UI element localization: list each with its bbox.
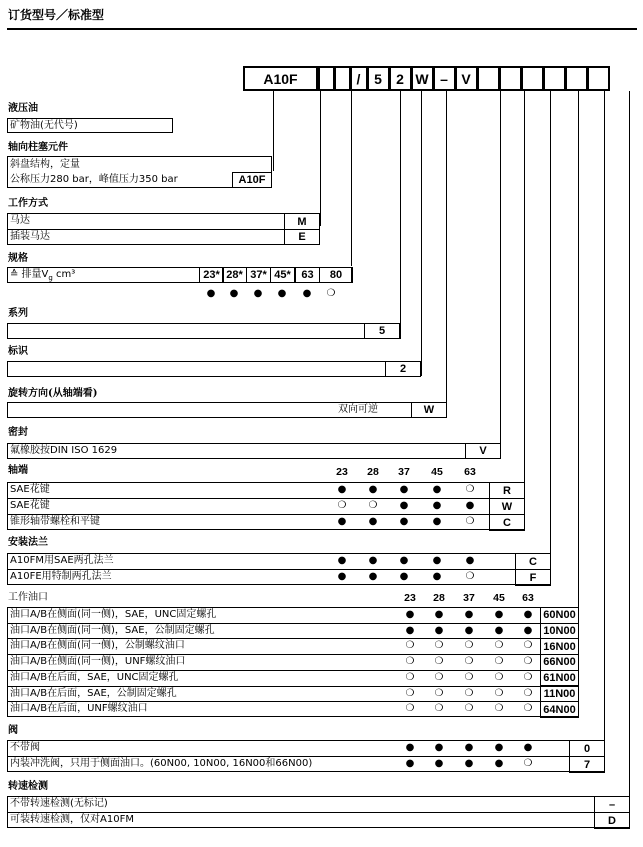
model-cell-4: 5	[374, 71, 382, 87]
shaft-mark: ●	[368, 516, 378, 527]
shaft-mark: ●	[465, 500, 475, 511]
seal-header: 密封	[8, 427, 28, 438]
shaft-mark: ●	[432, 516, 442, 527]
ports-row-divider	[7, 623, 579, 624]
ports-code-10N00: 10N00	[540, 623, 579, 640]
ports-mark: ❍	[523, 656, 533, 668]
speed-row-label: 不带转速检测(无标记)	[10, 798, 108, 809]
shaft-mark: ●	[368, 484, 378, 495]
ports-row-divider	[7, 686, 579, 687]
mode-code-e: E	[284, 229, 320, 245]
model-cell-box	[334, 66, 351, 91]
ports-mark: ❍	[494, 671, 504, 683]
ports-mark: ❍	[523, 640, 533, 652]
rotation-header: 旋转方向(从轴端看)	[8, 388, 98, 399]
ports-size-4: 63	[522, 592, 534, 604]
model-cell-box	[543, 66, 566, 91]
shaft-row-label: SAE花键	[10, 500, 50, 511]
ports-mark: ●	[464, 609, 474, 620]
speed-code: –	[594, 796, 630, 813]
ports-mark: ●	[464, 624, 474, 636]
flange-header: 安装法兰	[8, 537, 48, 548]
valve-mark: ●	[523, 742, 533, 753]
size-1: 28*	[222, 267, 247, 283]
ports-mark: ❍	[434, 703, 444, 715]
shaft-mark: ●	[337, 484, 347, 495]
shaft-header: 轴端	[8, 465, 28, 476]
ports-mark: ●	[405, 609, 415, 620]
ports-code-66N00: 66N00	[540, 654, 579, 671]
ports-mark: ❍	[523, 687, 533, 699]
ports-code-16N00: 16N00	[540, 638, 579, 655]
shaft-row-label: SAE花键	[10, 484, 50, 495]
ports-row-label: 油口A/B在侧面(同一侧)，公制螺纹油口	[10, 640, 185, 652]
model-cell-box	[521, 66, 544, 91]
shaft-mark: ●	[399, 500, 409, 511]
ports-mark: ●	[434, 609, 444, 620]
ports-size-3: 45	[493, 592, 505, 604]
ports-mark: ●	[494, 624, 504, 636]
shaft-mark: ●	[399, 484, 409, 495]
shaft-mark: ❍	[337, 500, 347, 511]
model-cell-box	[587, 66, 610, 91]
speed-row-label: 可装转速检测，仅对A10FM	[10, 814, 134, 825]
ports-code-64N00: 64N00	[540, 701, 579, 718]
model-cell-box	[565, 66, 588, 91]
shaft-mark: ❍	[368, 500, 378, 511]
shaft-mark: ❍	[465, 484, 475, 495]
ports-mark: ❍	[434, 640, 444, 652]
model-cell-8: V	[461, 71, 471, 87]
flange-mark: ●	[337, 571, 347, 582]
ports-mark: ❍	[405, 640, 415, 652]
ports-mark: ❍	[494, 703, 504, 715]
ports-mark: ❍	[434, 671, 444, 683]
flange-mark: ●	[432, 555, 442, 566]
ports-mark: ❍	[434, 687, 444, 699]
ports-mark: ❍	[523, 703, 533, 715]
valve-row-label: 内装冲洗阀，只用于侧面油口。(60N00, 10N00, 16N00和66N00)	[10, 758, 313, 769]
ports-mark: ❍	[494, 640, 504, 652]
ports-mark: ●	[494, 609, 504, 620]
unit-line2: 公称压力280 bar，峰值压力350 bar	[10, 174, 178, 185]
model-cell-box	[499, 66, 522, 91]
flange-mark: ●	[399, 571, 409, 582]
shaft-mark: ●	[337, 516, 347, 527]
model-cell-7: –	[440, 71, 448, 87]
ports-row-label: 油口A/B在后面，SAE，UNC固定螺孔	[10, 671, 179, 683]
flange-mark: ●	[368, 571, 378, 582]
ports-mark: ❍	[464, 656, 474, 668]
size-2: 37*	[246, 267, 271, 283]
valve-mark: ●	[405, 742, 415, 753]
ports-mark: ❍	[523, 671, 533, 683]
size-4: 63	[295, 267, 320, 283]
shaft-mark: ❍	[465, 516, 475, 527]
valve-header: 阀	[8, 725, 18, 736]
size-header: 规格	[8, 253, 28, 264]
valve-mark: ●	[464, 758, 474, 769]
seal-code: V	[465, 443, 501, 459]
valve-mark: ●	[405, 758, 415, 769]
ports-size-1: 28	[433, 592, 445, 604]
ports-mark: ❍	[494, 687, 504, 699]
shaft-code-C: C	[489, 514, 525, 531]
ports-code-60N00: 60N00	[540, 607, 579, 624]
flange-mark: ●	[465, 555, 475, 566]
ports-row-label: 油口A/B在侧面(同一侧)，SAE，公制固定螺孔	[10, 624, 215, 636]
size-avail-5: ❍	[326, 288, 336, 299]
model-cell-box	[477, 66, 500, 91]
ports-row-label: 油口A/B在后面，SAE，公制固定螺孔	[10, 687, 177, 699]
ports-mark: ❍	[434, 656, 444, 668]
ports-row-divider	[7, 670, 579, 671]
ports-row-divider	[7, 654, 579, 655]
model-cell-box	[318, 66, 335, 91]
ports-code-11N00: 11N00	[540, 686, 579, 703]
size-avail-4: ●	[302, 288, 312, 299]
valve-row-label: 不带阀	[10, 742, 40, 753]
ports-mark: ❍	[405, 656, 415, 668]
valve-mark: ❍	[523, 758, 533, 769]
ports-mark: ❍	[464, 671, 474, 683]
model-cell-0: A10F	[263, 71, 298, 87]
valve-mark: ●	[434, 742, 444, 753]
flange-row-label: A10FM用SAE两孔法兰	[10, 555, 114, 566]
page-title: 订货型号／标准型	[8, 8, 105, 22]
speed-header: 转速检测	[8, 781, 48, 792]
shaft-size-0: 23	[336, 466, 348, 478]
ports-mark: ❍	[405, 703, 415, 715]
shaft-size-2: 37	[398, 466, 410, 478]
model-cell-3: /	[356, 71, 361, 87]
valve-mark: ●	[494, 758, 504, 769]
mode-row-cartridge: 插装马达	[10, 231, 50, 242]
valve-mark: ●	[464, 742, 474, 753]
shaft-size-3: 45	[431, 466, 443, 478]
ports-header: 工作油口	[8, 592, 48, 603]
size-avail-0: ●	[206, 288, 216, 299]
fluid-header: 液压油	[8, 103, 38, 114]
shaft-mark: ●	[432, 484, 442, 495]
ports-mark: ●	[523, 624, 533, 636]
shaft-code-R: R	[489, 482, 525, 499]
ports-mark: ❍	[405, 671, 415, 683]
unit-header: 轴向柱塞元件	[8, 142, 68, 153]
shaft-size-1: 28	[367, 466, 379, 478]
ports-mark: ●	[523, 609, 533, 620]
model-cell-5: 2	[396, 71, 404, 87]
speed-code: D	[594, 812, 630, 829]
size-5: 80	[319, 267, 353, 283]
series-code: 5	[364, 323, 400, 339]
ports-code-61N00: 61N00	[540, 670, 579, 687]
size-avail-2: ●	[253, 288, 263, 299]
flange-mark: ●	[337, 555, 347, 566]
unit-code: A10F	[232, 172, 272, 188]
mode-header: 工作方式	[8, 198, 48, 209]
title-rule	[7, 28, 637, 30]
flange-code-F: F	[515, 569, 551, 586]
ports-mark: ❍	[464, 687, 474, 699]
ports-mark: ❍	[405, 687, 415, 699]
size-avail-3: ●	[277, 288, 287, 299]
ports-size-0: 23	[404, 592, 416, 604]
ports-row-label: 油口A/B在侧面(同一侧)，SAE，UNC固定螺孔	[10, 609, 217, 620]
ports-row-label: 油口A/B在侧面(同一侧)，UNF螺纹油口	[10, 656, 186, 668]
shaft-size-4: 63	[464, 466, 476, 478]
shaft-mark: ●	[432, 500, 442, 511]
size-0: 23*	[199, 267, 224, 283]
ports-mark: ❍	[464, 703, 474, 715]
rotation-label: 双向可逆	[338, 404, 378, 415]
mode-row-motor: 马达	[10, 215, 30, 226]
shaft-mark: ●	[399, 516, 409, 527]
index-header: 标识	[8, 346, 28, 357]
ports-mark: ❍	[464, 640, 474, 652]
rotation-code: W	[411, 402, 447, 418]
ports-size-2: 37	[463, 592, 475, 604]
valve-code-7: 7	[569, 756, 605, 773]
flange-mark: ●	[368, 555, 378, 566]
model-cell-6: W	[415, 71, 429, 87]
unit-line1: 斜盘结构，定量	[10, 159, 80, 170]
size-3: 45*	[270, 267, 295, 283]
size-label: ≙ 排量$V_g$ cm³	[10, 269, 76, 282]
mode-code-m: M	[284, 213, 320, 230]
valve-code-0: 0	[569, 740, 605, 757]
shaft-code-W: W	[489, 498, 525, 515]
flange-code-C: C	[515, 553, 551, 570]
series-header: 系列	[8, 308, 28, 319]
flange-mark: ❍	[465, 571, 475, 582]
flange-mark: ●	[432, 571, 442, 582]
flange-row-label: A10FE用特制两孔法兰	[10, 571, 112, 582]
ports-mark: ●	[434, 624, 444, 636]
ports-mark: ●	[405, 624, 415, 636]
shaft-row-label: 锥形轴带螺栓和平键	[10, 516, 100, 527]
valve-mark: ●	[434, 758, 444, 769]
ports-row-label: 油口A/B在后面，UNF螺纹油口	[10, 703, 148, 715]
fluid-row: 矿物油(无代号)	[10, 120, 78, 131]
flange-mark: ●	[399, 555, 409, 566]
ports-mark: ❍	[494, 656, 504, 668]
valve-mark: ●	[494, 742, 504, 753]
index-code: 2	[385, 361, 421, 377]
size-avail-1: ●	[229, 288, 239, 299]
seal-row: 氟橡胶按DIN ISO 1629	[10, 445, 118, 456]
